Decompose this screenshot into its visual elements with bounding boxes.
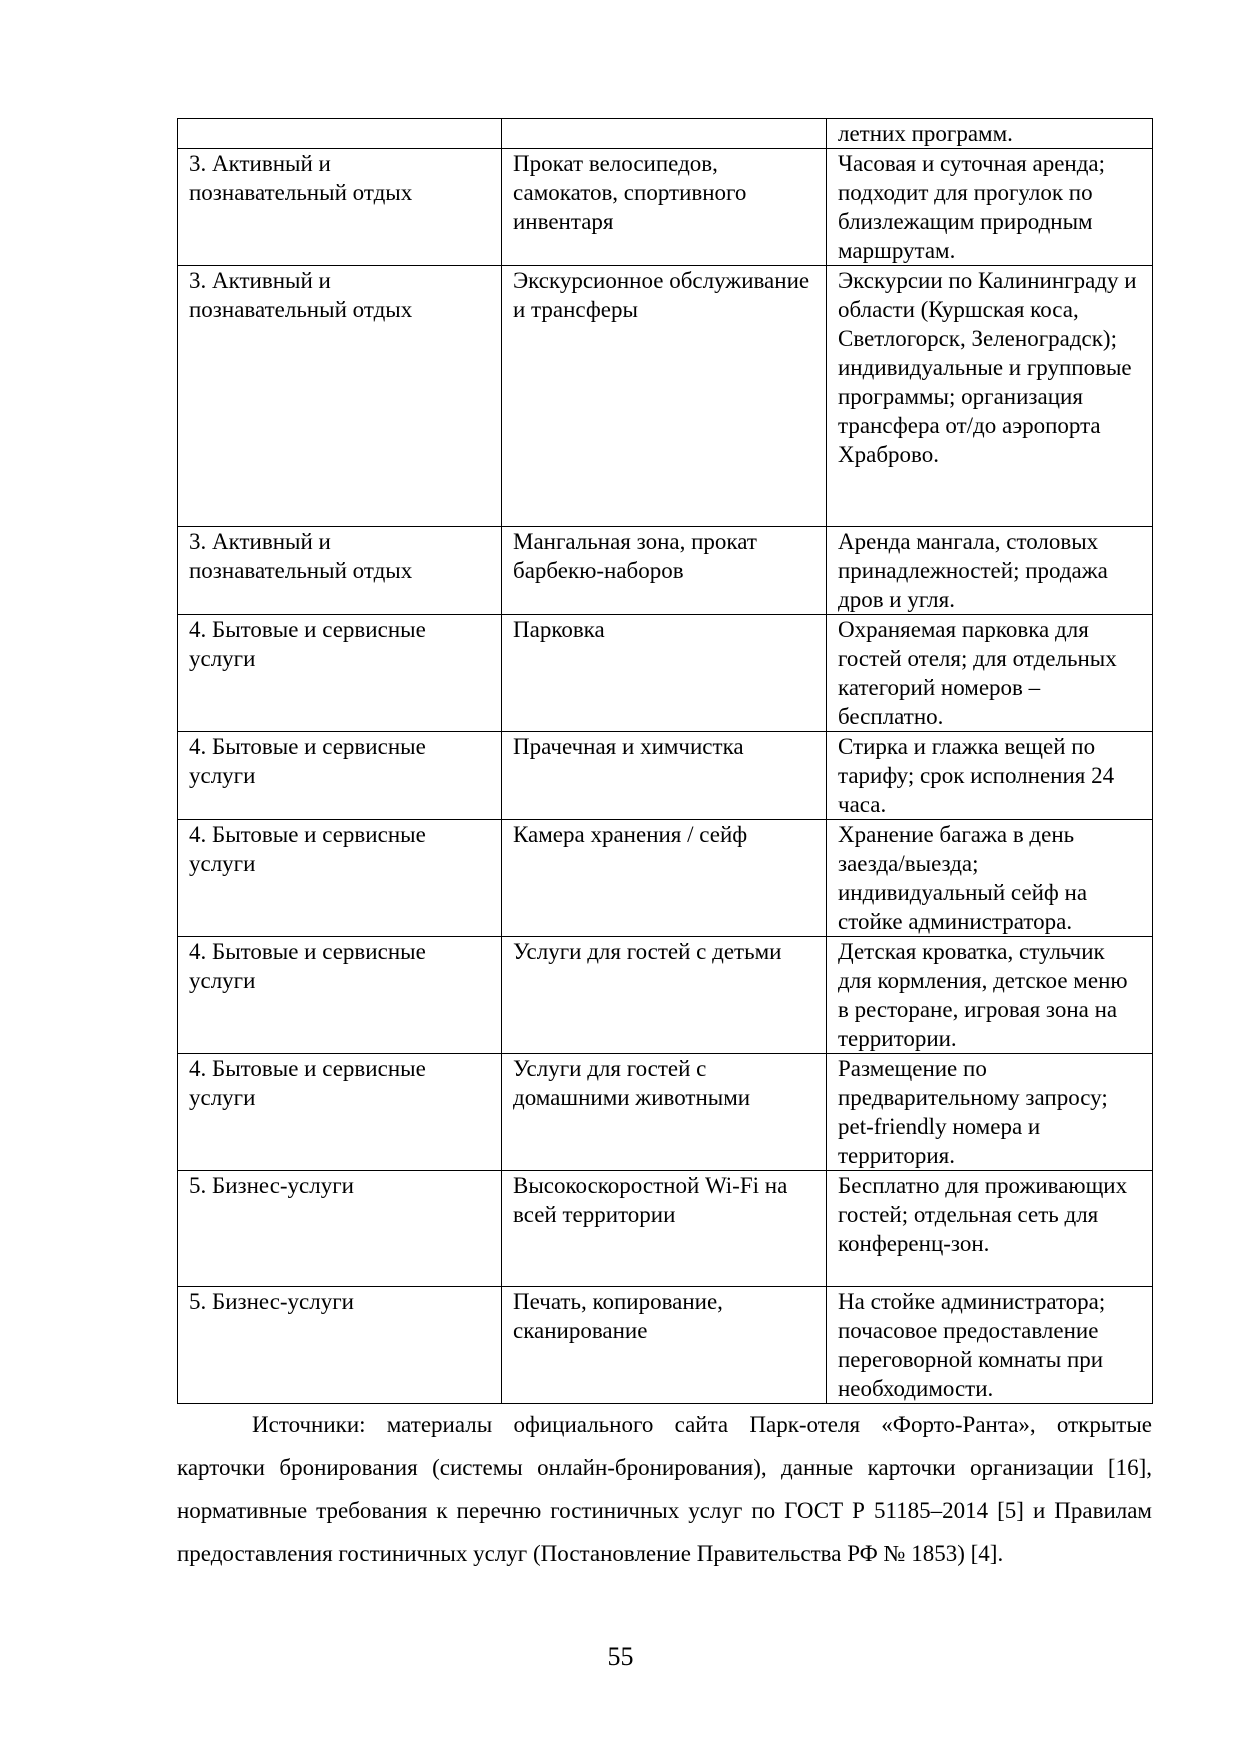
service-description-cell: Аренда мангала, столовых принадлежностей; продажа дров и угля. [827, 527, 1153, 615]
service-description-cell: Стирка и глажка вещей по тарифу; срок исполнения 24 часа. [827, 732, 1153, 820]
service-name-cell: Камера хранения / сейф [502, 820, 827, 937]
service-name-cell: Экскурсионное обслуживание и трансферы [502, 266, 827, 527]
service-description-cell: Размещение по предварительному запросу; pet-friendly номера и территория. [827, 1054, 1153, 1171]
service-category-cell: 4. Бытовые и сервисные услуги [178, 615, 502, 732]
service-name-cell: Парковка [502, 615, 827, 732]
sources-paragraph: Источники: материалы официального сайта Парк-отеля «Форто-Ранта», открытые карточки бронирования (системы онлайн-бронирования), данные карточки организации [16], нормативные требования к перечню гостиничных услуг по ГОСТ Р 51185–2014 [5] и Правилам предоставления гостиничных услуг (Постановление Правительства РФ № 1853) [4]. [177, 1412, 1152, 1566]
service-category-cell: 4. Бытовые и сервисные услуги [178, 820, 502, 937]
service-category-cell: 4. Бытовые и сервисные услуги [178, 732, 502, 820]
page-number: 55 [607, 1642, 634, 1671]
service-description-cell: На стойке администратора; почасовое предоставление переговорной комнаты при необходимости. [827, 1287, 1153, 1404]
table-row [178, 1054, 1153, 1171]
services-table [177, 118, 1153, 1404]
table-row [178, 1287, 1153, 1404]
table-row [178, 1171, 1153, 1287]
table-row [178, 266, 1153, 527]
service-name-cell: Мангальная зона, прокат барбекю-наборов [502, 527, 827, 615]
table-row [178, 149, 1153, 266]
service-name-cell: Прачечная и химчистка [502, 732, 827, 820]
service-description-cell: Часовая и суточная аренда; подходит для прогулок по близлежащим природным маршрутам. [827, 149, 1153, 266]
service-category-cell: 5. Бизнес-услуги [178, 1171, 502, 1287]
service-name-cell: Услуги для гостей с домашними животными [502, 1054, 827, 1171]
service-name-cell: Высокоскоростной Wi-Fi на всей территории [502, 1171, 827, 1287]
table-row [178, 937, 1153, 1054]
service-category-cell: 4. Бытовые и сервисные услуги [178, 1054, 502, 1171]
service-description-cell: Экскурсии по Калининграду и области (Куршская коса, Светлогорск, Зеленоградск); индивидуальные и групповые программы; организация трансфера от/до аэропорта Храброво. [827, 266, 1153, 527]
table-row [178, 527, 1153, 615]
table-row [178, 820, 1153, 937]
service-name-cell: Услуги для гостей с детьми [502, 937, 827, 1054]
table-row [178, 732, 1153, 820]
service-description-cell: летних программ. [827, 119, 1153, 149]
service-category-cell: 5. Бизнес-услуги [178, 1287, 502, 1404]
table-row [178, 615, 1153, 732]
service-category-cell: 3. Активный и познавательный отдых [178, 149, 502, 266]
service-description-cell: Детская кроватка, стульчик для кормления, детское меню в ресторане, игровая зона на территории. [827, 937, 1153, 1054]
service-description-cell: Охраняемая парковка для гостей отеля; для отдельных категорий номеров – бесплатно. [827, 615, 1153, 732]
service-description-cell: Бесплатно для проживающих гостей; отдельная сеть для конференц-зон. [827, 1171, 1153, 1287]
service-name-cell: Печать, копирование, сканирование [502, 1287, 827, 1404]
service-category-cell: 4. Бытовые и сервисные услуги [178, 937, 502, 1054]
service-category-cell: 3. Активный и познавательный отдых [178, 527, 502, 615]
service-name-cell [502, 119, 827, 149]
service-category-cell [178, 119, 502, 149]
service-name-cell: Прокат велосипедов, самокатов, спортивного инвентаря [502, 149, 827, 266]
table-row [178, 119, 1153, 149]
service-category-cell: 3. Активный и познавательный отдых [178, 266, 502, 527]
service-description-cell: Хранение багажа в день заезда/выезда; индивидуальный сейф на стойке администратора. [827, 820, 1153, 937]
